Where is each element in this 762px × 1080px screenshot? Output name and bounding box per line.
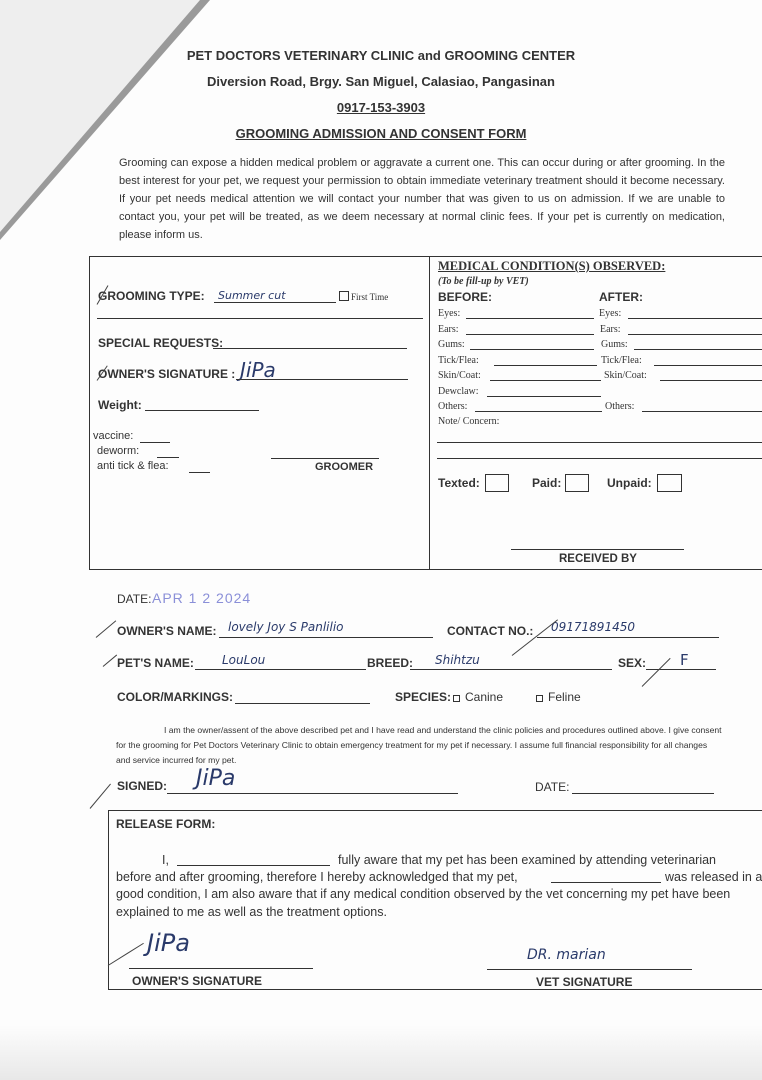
received-by-line bbox=[511, 549, 684, 550]
owner-name-label: OWNER'S NAME: bbox=[117, 624, 217, 638]
before-gums-line bbox=[470, 349, 594, 350]
note-concern-label: Note/ Concern: bbox=[438, 416, 500, 427]
texted-label: Texted: bbox=[438, 476, 480, 490]
weight-label: Weight: bbox=[98, 398, 142, 412]
release-pet-line bbox=[551, 882, 661, 883]
groomer-line bbox=[271, 458, 379, 459]
clinic-phone: 0917-153-3903 bbox=[336, 100, 426, 115]
pen-mark bbox=[103, 655, 117, 667]
canine-checkbox[interactable] bbox=[453, 695, 460, 702]
special-requests-label: SPECIAL REQUESTS: bbox=[98, 336, 224, 350]
release-line2-a: before and after grooming, therefore I hereby acknowledged that my pet, bbox=[116, 870, 518, 884]
groomer-label: GROOMER bbox=[315, 461, 374, 473]
clinic-name: PET DOCTORS VETERINARY CLINIC and GROOMING CENTER bbox=[186, 48, 576, 63]
after-ears-line bbox=[628, 334, 762, 335]
after-skincoat-line bbox=[660, 380, 762, 381]
after-gums-line bbox=[634, 349, 762, 350]
release-owner-label: OWNER'S SIGNATURE bbox=[132, 974, 262, 988]
color-line bbox=[235, 703, 370, 704]
species-label: SPECIES: bbox=[395, 690, 452, 704]
owner-signature-value: JiPa bbox=[240, 358, 276, 382]
before-skincoat-label: Skin/Coat: bbox=[438, 370, 481, 381]
signed-label: SIGNED: bbox=[117, 779, 168, 793]
special-requests-line bbox=[213, 348, 407, 349]
breed-value: Shihtzu bbox=[435, 653, 480, 667]
texted-checkbox[interactable] bbox=[485, 474, 509, 492]
date-label: DATE: bbox=[117, 592, 152, 606]
before-ears-label: Ears: bbox=[438, 324, 459, 335]
first-time-checkbox[interactable] bbox=[339, 291, 349, 301]
before-dewclaw-label: Dewclaw: bbox=[438, 386, 479, 397]
vaccine-line bbox=[140, 442, 170, 443]
contact-label: CONTACT NO.: bbox=[447, 624, 534, 638]
note-line-2 bbox=[437, 458, 762, 459]
before-others-line bbox=[475, 411, 602, 412]
medical-title: MEDICAL CONDITION(S) OBSERVED: bbox=[438, 259, 666, 273]
unpaid-checkbox[interactable] bbox=[657, 474, 682, 492]
medical-subtitle: (To be fill-up by VET) bbox=[438, 276, 529, 287]
after-gums-label: Gums: bbox=[601, 339, 628, 350]
clinic-address: Diversion Road, Brgy. San Miguel, Calasiao, Pangasinan bbox=[207, 74, 555, 89]
box-divider bbox=[429, 256, 430, 570]
pen-mark bbox=[96, 620, 117, 637]
canine-label: Canine bbox=[465, 690, 504, 704]
before-tickflea-line bbox=[494, 365, 597, 366]
vaccine-label: vaccine: bbox=[93, 430, 134, 442]
feline-checkbox[interactable] bbox=[536, 695, 543, 702]
breed-line bbox=[410, 669, 612, 670]
deworm-line bbox=[157, 457, 179, 458]
owner-signature-label: OWNER'S SIGNATURE : bbox=[98, 367, 236, 381]
before-eyes-line bbox=[466, 318, 594, 319]
color-label: COLOR/MARKINGS: bbox=[117, 690, 233, 704]
before-dewclaw-line bbox=[487, 396, 601, 397]
grooming-type-line bbox=[214, 302, 336, 303]
sex-label: SEX: bbox=[618, 656, 647, 670]
before-label: BEFORE: bbox=[438, 290, 492, 304]
form-title: GROOMING ADMISSION AND CONSENT FORM bbox=[235, 126, 527, 141]
grooming-type-line-2 bbox=[97, 318, 423, 319]
contact-value: 09171891450 bbox=[551, 620, 635, 634]
after-tickflea-label: Tick/Flea: bbox=[601, 355, 642, 366]
weight-line bbox=[145, 410, 259, 411]
before-eyes-label: Eyes: bbox=[438, 308, 461, 319]
first-time-label: First Time bbox=[351, 292, 389, 302]
grooming-type-value: Summer cut bbox=[218, 289, 286, 302]
contact-line bbox=[537, 637, 719, 638]
before-ears-line bbox=[466, 334, 594, 335]
paid-checkbox[interactable] bbox=[565, 474, 589, 492]
owner-name-line bbox=[219, 637, 433, 638]
owner-signature-line bbox=[236, 379, 408, 380]
signed-date-label: DATE: bbox=[535, 780, 570, 794]
after-skincoat-label: Skin/Coat: bbox=[604, 370, 647, 381]
release-vet-label: VET SIGNATURE bbox=[536, 975, 633, 989]
before-skincoat-line bbox=[490, 380, 601, 381]
signed-date-line bbox=[572, 793, 714, 794]
release-title: RELEASE FORM: bbox=[116, 817, 216, 831]
release-line1-b: fully aware that my pet has been examined by attending veterinarian bbox=[338, 853, 717, 867]
pet-name-label: PET'S NAME: bbox=[117, 656, 194, 670]
feline-label: Feline bbox=[548, 690, 581, 704]
grooming-medical-box bbox=[89, 256, 762, 570]
after-ears-label: Ears: bbox=[600, 324, 621, 335]
note-line-1 bbox=[437, 442, 762, 443]
pet-name-line bbox=[195, 669, 366, 670]
unpaid-label: Unpaid: bbox=[607, 476, 652, 490]
before-gums-label: Gums: bbox=[438, 339, 465, 350]
breed-label: BREED: bbox=[367, 656, 414, 670]
sex-value: F bbox=[680, 651, 689, 669]
after-eyes-label: Eyes: bbox=[599, 308, 622, 319]
antitick-line bbox=[189, 472, 210, 473]
antitick-label: anti tick & flea: bbox=[97, 460, 169, 472]
release-vet-signature: DR. marian bbox=[527, 947, 606, 963]
page-bottom-shadow bbox=[0, 1025, 762, 1080]
consent-text: I am the owner/assent of the above described pet and I have read and understand the clinic policies and procedures outlined above. I give consent for the grooming for Pet Doctors Veterinary Clinic to obtain emergency treatment for my pet if necessary. I assume full financial responsibility for all changes and service incurred for my pet. bbox=[116, 725, 722, 765]
before-tickflea-label: Tick/Flea: bbox=[438, 355, 479, 366]
release-name-line bbox=[177, 865, 330, 866]
owner-name-value: lovely Joy S Panlilio bbox=[228, 620, 344, 634]
release-owner-line bbox=[129, 968, 313, 969]
after-others-line bbox=[642, 411, 762, 412]
release-line2-b: was released in a bbox=[665, 870, 762, 884]
pet-name-value: LouLou bbox=[222, 653, 266, 667]
pen-mark bbox=[90, 784, 111, 809]
before-others-label: Others: bbox=[438, 401, 468, 412]
signed-line bbox=[167, 793, 458, 794]
received-by-label: RECEIVED BY bbox=[559, 553, 637, 565]
paid-label: Paid: bbox=[532, 476, 562, 490]
signed-value: JiPa bbox=[196, 766, 236, 791]
after-tickflea-line bbox=[654, 365, 762, 366]
release-vet-line bbox=[487, 969, 692, 970]
grooming-type-label: GROOMING TYPE: bbox=[98, 289, 205, 303]
intro-paragraph: Grooming can expose a hidden medical problem or aggravate a current one. This can occur during or after grooming. In the best interest for your pet, we request your permission to obtain immediate veterinary treatment should it become necessary. If your pet needs medical attention we will contact your number that was given to us on admission. If we are unable to contact you, your pet will be treated, as we deem necessary at normal clinic fees. If your pet is currently on medication, please inform us. bbox=[119, 157, 725, 241]
release-owner-signature: JiPa bbox=[147, 929, 190, 957]
date-stamp: APR 1 2 2024 bbox=[152, 590, 252, 606]
release-line3: good condition, I am also aware that if any medical condition observed by the vet concerning my pet have been bbox=[116, 887, 731, 901]
after-eyes-line bbox=[628, 318, 762, 319]
after-others-label: Others: bbox=[605, 401, 635, 412]
after-label: AFTER: bbox=[599, 290, 643, 304]
release-line1-a: I, bbox=[162, 853, 169, 867]
deworm-label: deworm: bbox=[97, 445, 140, 457]
release-line4: explained to me as well as the treatment options. bbox=[116, 905, 387, 919]
